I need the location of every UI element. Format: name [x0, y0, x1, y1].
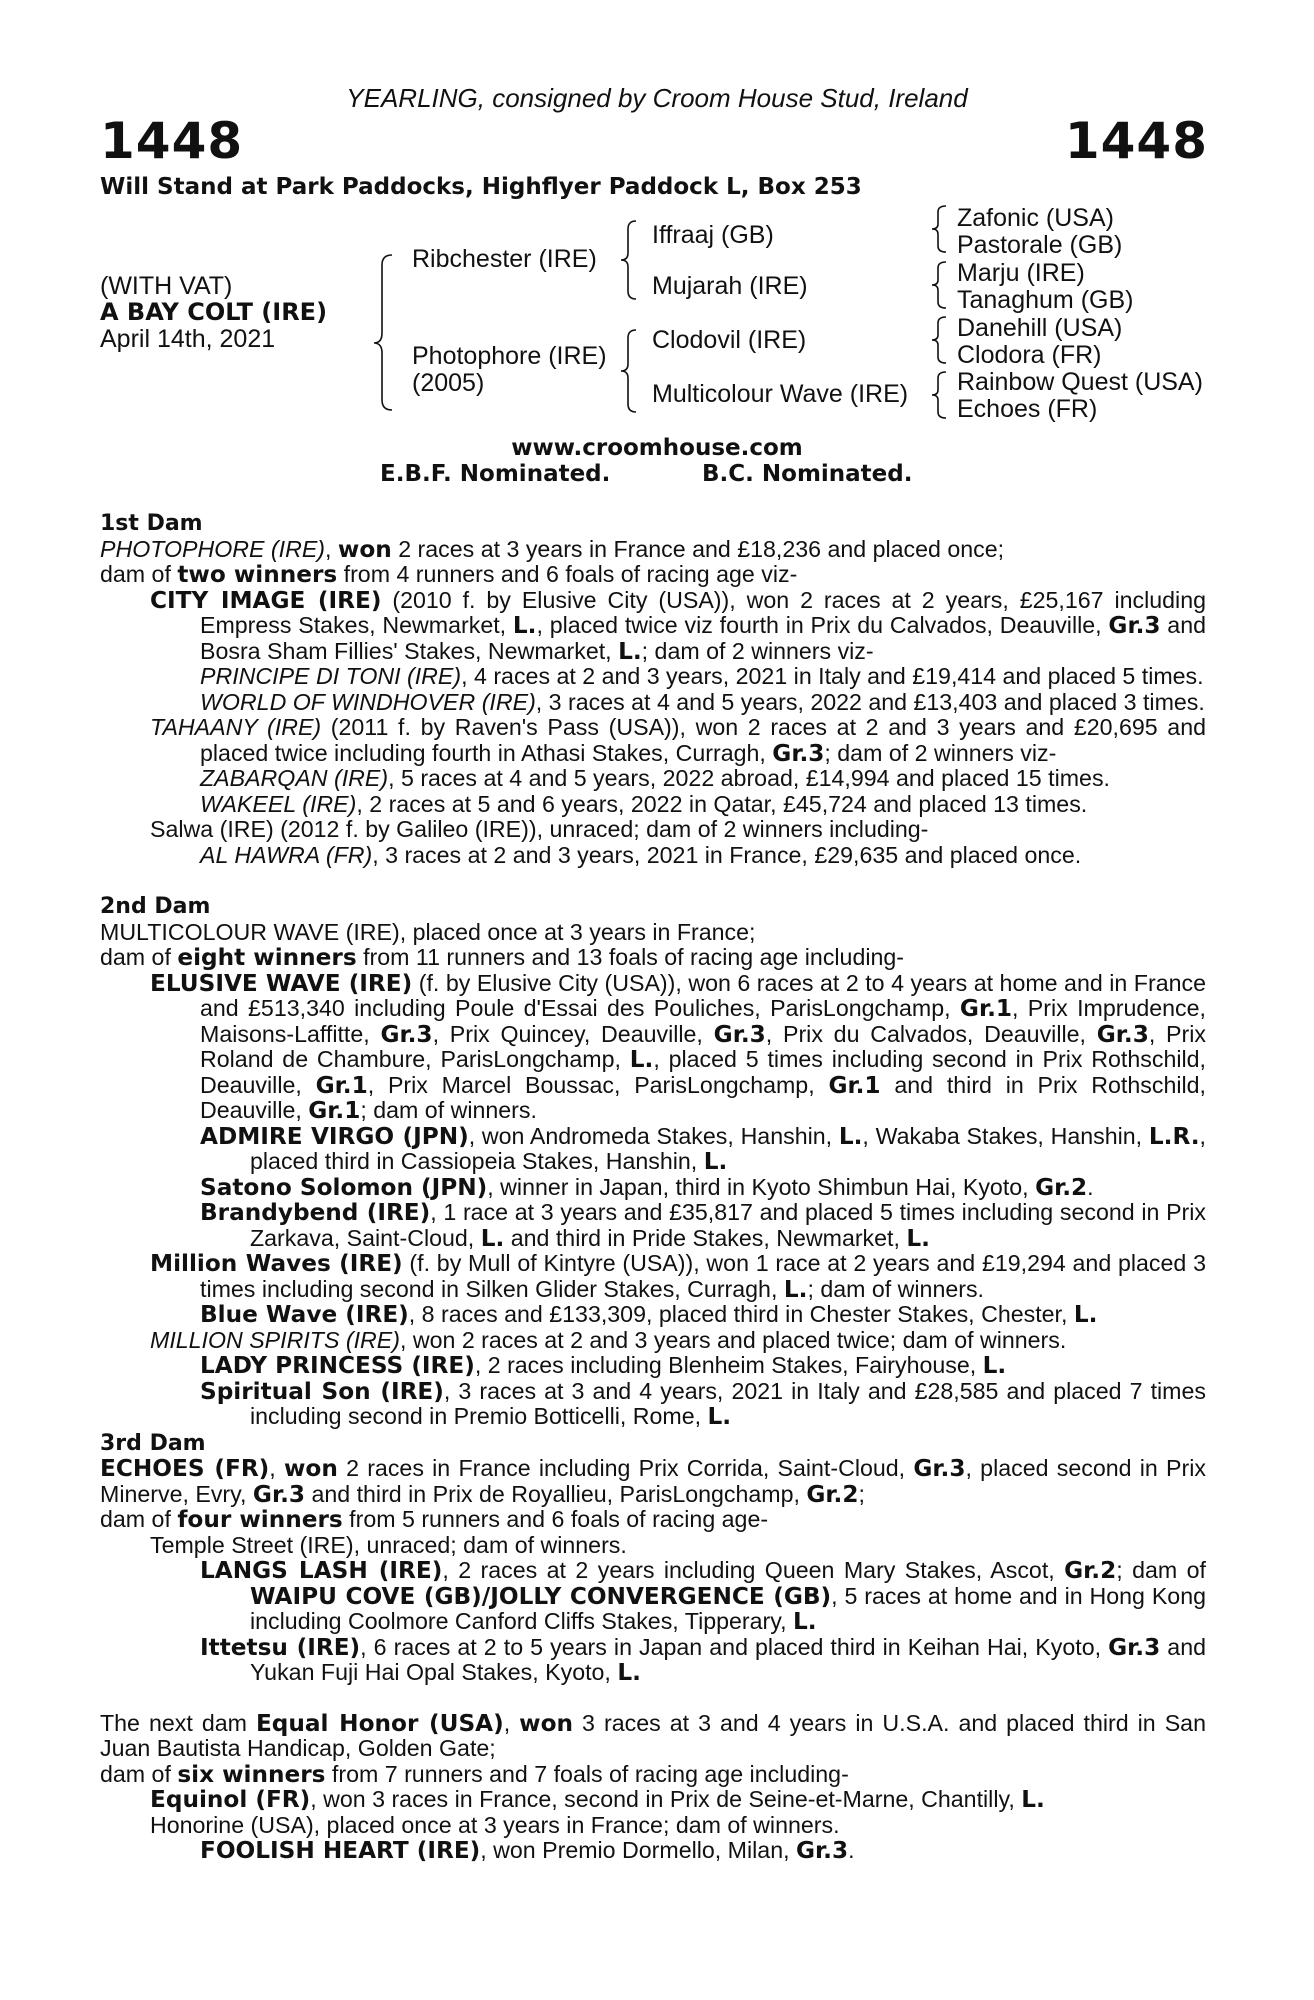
produce-foolish-heart: FOOLISH HEART (IRE), won Premio Dormello, Milan, Gr.3. — [200, 1837, 855, 1864]
second-dam-record: MULTICOLOUR WAVE (IRE), placed once at 3 years in France; — [100, 918, 756, 945]
produce-satono-solomon: Satono Solomon (JPN), winner in Japan, third in Kyoto Shimbun Hai, Kyoto, Gr.2. — [200, 1173, 1094, 1201]
produce-world-of-windhover: WORLD OF WINDHOVER (IRE), 3 races at 4 and 5 years, 2022 and £13,403 and placed 3 times. — [200, 688, 1205, 715]
horse-name: A BAY COLT (IRE) — [100, 298, 328, 326]
second-dam-produce-summary: dam of eight winners from 11 runners and 13 foals of racing age including- — [100, 944, 905, 971]
pedigree-sss: Zafonic (USA) — [957, 204, 1114, 232]
website-link[interactable]: www.croomhouse.com — [511, 435, 803, 461]
produce-temple-street: Temple Street (IRE), unraced; dam of winners. — [150, 1531, 627, 1558]
produce-ittetsu: Ittetsu (IRE), 6 races at 2 to 5 years in Japan and placed third in Keihan Hai, Kyoto, Gr.3 and Yukan Fuji Hai Opal Stakes, Kyoto, L. — [200, 1633, 1206, 1686]
produce-blue-wave: Blue Wave (IRE), 8 races and £133,309, placed third in Chester Stakes, Chester, L. — [200, 1301, 1098, 1328]
section-heading-3rd-dam: 3rd Dam — [100, 1430, 206, 1456]
section-heading-1st-dam: 1st Dam — [100, 511, 203, 536]
section-heading-2nd-dam: 2nd Dam — [100, 894, 211, 919]
pedigree-dam-dam: Multicolour Wave (IRE) — [652, 380, 909, 408]
produce-salwa: Salwa (IRE) (2012 f. by Galileo (IRE)), unraced; dam of 2 winners including- — [150, 816, 929, 842]
next-dam-produce-summary: dam of six winners from 7 runners and 7 foals of racing age including- — [100, 1760, 849, 1788]
lot-number-left: 1448 — [100, 112, 244, 170]
third-dam-record: ECHOES (FR), won 2 races in France including Prix Corrida, Saint-Cloud, Gr.3, placed second in Prix Minerve, Evry, Gr.3 and third in Prix de Royallieu, ParisLongchamp, Gr.2; — [100, 1455, 1206, 1508]
produce-million-waves: Million Waves (IRE) (f. by Mull of Kintyre (USA)), won 1 race at 2 years and £19,294 and placed 3 times including second in Silken Glider Stakes, Curragh, L.; dam of winners. — [150, 1250, 1206, 1303]
produce-brandybend: Brandybend (IRE), 1 race at 3 years and £35,817 and placed 5 times including second in Prix Zarkava, Saint-Cloud, L. and third in Pride Stakes, Newmarket, L. — [200, 1199, 1207, 1252]
pedigree-sire-dam: Mujarah (IRE) — [652, 272, 808, 300]
pedigree-dam-sire: Clodovil (IRE) — [652, 326, 807, 354]
produce-tahaany: TAHAANY (IRE) (2011 f. by Raven's Pass (USA)), won 2 races at 2 and 3 years and £20,695 and placed twice including fourth in Athasi Stakes, Curragh, Gr.3; dam of 2 winners viz- — [150, 714, 1206, 767]
pedigree-dss: Danehill (USA) — [957, 314, 1123, 342]
produce-admire-virgo: ADMIRE VIRGO (JPN), won Andromeda Stakes, Hanshin, L., Wakaba Stakes, Hanshin, L.R., placed third in Cassiopeia Stakes, Hanshin, L. — [200, 1122, 1206, 1175]
pedigree-ddd: Echoes (FR) — [957, 395, 1098, 423]
produce-langs-lash: LANGS LASH (IRE), 2 races at 2 years including Queen Mary Stakes, Ascot, Gr.2; dam of WAIPU COVE (GB)/JOLLY CONVERGENCE (GB), 5 races at home and in Hong Kong including Coolmore Canford Cliffs Stakes, Tipperary, L. — [200, 1557, 1206, 1635]
produce-city-image: CITY IMAGE (IRE) (2010 f. by Elusive City (USA)), won 2 races at 2 years, £25,167 including Empress Stakes, Newmarket, L., placed twice viz fourth in Prix du Calvados, Deauville, Gr.3 and Bosra Sham Fillies' Stakes, Newmarket, L.; dam of 2 winners viz- — [150, 586, 1206, 665]
produce-wakeel: WAKEEL (IRE), 2 races at 5 and 6 years, 2022 in Qatar, £45,724 and placed 13 times. — [200, 790, 1088, 817]
produce-spiritual-son: Spiritual Son (IRE), 3 races at 3 and 4 years, 2021 in Italy and £28,585 and placed 7 times including second in Premio Botticelli, Rome, L. — [200, 1377, 1206, 1430]
foaling-date: April 14th, 2021 — [100, 325, 276, 353]
produce-equinol: Equinol (FR), won 3 races in France, second in Prix de Seine-et-Marne, Chantilly, L. — [150, 1786, 1045, 1813]
produce-million-spirits: MILLION SPIRITS (IRE), won 2 races at 2 and 3 years and placed twice; dam of winners. — [150, 1326, 1067, 1353]
vat-note: (WITH VAT) — [100, 272, 233, 300]
pedigree-dam: Photophore (IRE) — [412, 342, 607, 370]
produce-principe-di-toni: PRINCIPE DI TONI (IRE), 4 races at 2 and 3 years, 2021 in Italy and £19,414 and placed 5 times. — [200, 663, 1204, 689]
produce-al-hawra: AL HAWRA (FR), 3 races at 2 and 3 years, 2021 in France, £29,635 and placed once. — [200, 841, 1082, 868]
third-dam-produce-summary: dam of four winners from 5 runners and 6 foals of racing age- — [100, 1506, 769, 1533]
produce-honorine: Honorine (USA), placed once at 3 years in France; dam of winners. — [150, 1811, 840, 1838]
pedigree-sds: Marju (IRE) — [957, 259, 1085, 287]
pedigree-sire-sire: Iffraaj (GB) — [652, 221, 774, 249]
produce-zabarqan: ZABARQAN (IRE), 5 races at 4 and 5 years, 2022 abroad, £14,994 and placed 15 times. — [200, 765, 1110, 791]
lot-number-right: 1448 — [1064, 112, 1208, 170]
pedigree-ssd: Pastorale (GB) — [957, 231, 1123, 259]
pedigree-dds: Rainbow Quest (USA) — [957, 368, 1203, 396]
catalogue-body — [100, 510, 1206, 1864]
next-dam-record: The next dam Equal Honor (USA), won 3 races at 3 and 4 years in U.S.A. and placed third in San Juan Bautista Handicap, Golden Gate; — [100, 1709, 1206, 1761]
first-dam-record: PHOTOPHORE (IRE), won 2 races at 3 years in France and £18,236 and placed once; — [100, 535, 1005, 563]
bc-nomination: B.C. Nominated. — [702, 461, 913, 487]
consignor-line: YEARLING, consigned by Croom House Stud, Ireland — [346, 83, 968, 113]
pedigree-sdd: Tanaghum (GB) — [957, 286, 1134, 314]
first-dam-produce-summary: dam of two winners from 4 runners and 6 foals of racing age viz- — [100, 561, 798, 588]
pedigree-sire: Ribchester (IRE) — [412, 245, 597, 273]
produce-lady-princess: LADY PRINCESS (IRE), 2 races including Blenheim Stakes, Fairyhouse, L. — [200, 1352, 1007, 1379]
ebf-nomination: E.B.F. Nominated. — [380, 461, 611, 487]
stand-location: Will Stand at Park Paddocks, Highflyer Paddock L, Box 253 — [100, 174, 862, 200]
pedigree-dsd: Clodora (FR) — [957, 341, 1102, 369]
produce-elusive-wave: ELUSIVE WAVE (IRE) (f. by Elusive City (USA)), won 6 races at 2 to 4 years at home and in France and £513,340 including Poule d'Essai des Pouliches, ParisLongchamp, Gr.1, Prix Imprudence, Maisons-Laffitte, Gr.3, Prix Quincey, Deauville, Gr.3, Prix du Calvados, Deauville, Gr.3, Prix Roland de Chambure, ParisLongchamp, L., placed 5 times including second in Prix Rothschild, Deauville, Gr.1, Prix Marcel Boussac, ParisLongchamp, Gr.1 and third in Prix Rothschild, Deauville, Gr.1; dam of winners. — [150, 969, 1206, 1124]
pedigree-dam-year: (2005) — [412, 369, 485, 397]
